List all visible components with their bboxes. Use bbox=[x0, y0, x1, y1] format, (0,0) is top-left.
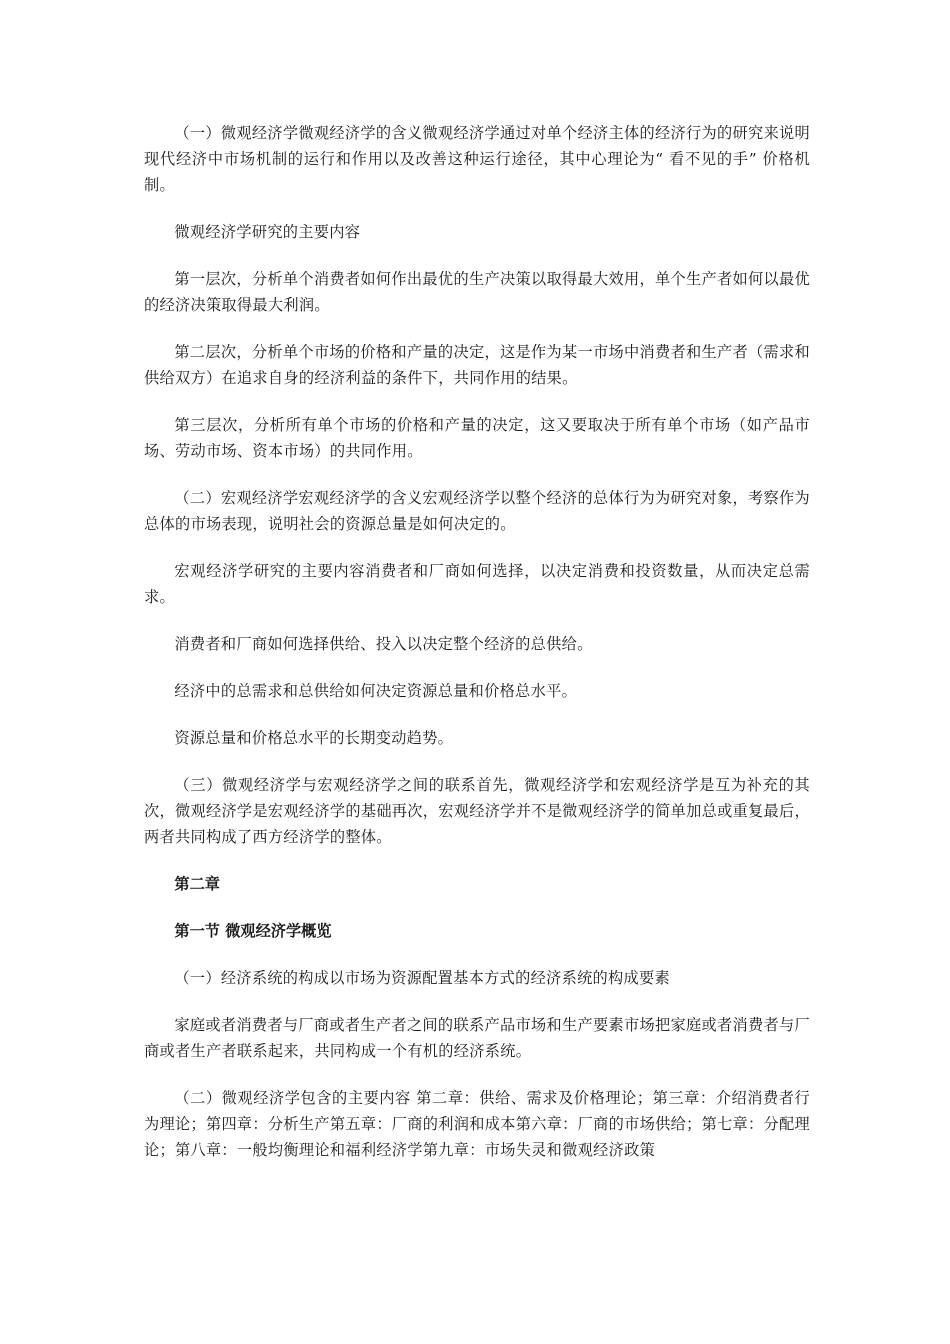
document-page bbox=[144, 120, 810, 1184]
paragraph-level-three: 第三层次，分析所有单个市场的价格和产量的决定，这又要取决于所有单个市场（如产品市场、劳动市场、资本市场）的共同作用。 bbox=[144, 416, 810, 460]
section-title: 第一节 微观经济学概览 bbox=[174, 922, 332, 940]
paragraph-aggregate-supply: 消费者和厂商如何选择供给、投入以决定整个经济的总供给。 bbox=[174, 635, 593, 653]
paragraph-macroeconomics-definition: （二）宏观经济学宏观经济学的含义宏观经济学以整个经济的总体行为为研究对象，考察作为总体的市场表现，说明社会的资源总量是如何决定的。 bbox=[144, 489, 810, 533]
paragraph-micro-macro-relation: （三）微观经济学与宏观经济学之间的联系首先，微观经济学和宏观经济学是互为补充的其次，微观经济学是宏观经济学的基础再次，宏观经济学并不是微观经济学的简单加总或重复最后，两者共同构成了西方经济学的整体。 bbox=[144, 776, 810, 846]
paragraph-micro-chapters: （二）微观经济学包含的主要内容 第二章：供给、需求及价格理论；第三章：介绍消费者行为理论；第四章：分析生产第五章：厂商的利润和成本第六章：厂商的市场供给；第七章：分配理论；第八章：一般均衡理论和福利经济学第九章：市场失灵和微观经济政策 bbox=[144, 1089, 810, 1159]
chapter-title: 第二章 bbox=[174, 875, 220, 893]
paragraph-long-term-trend: 资源总量和价格总水平的长期变动趋势。 bbox=[174, 729, 454, 747]
paragraph-macro-main-content: 宏观经济学研究的主要内容消费者和厂商如何选择，以决定消费和投资数量，从而决定总需求。 bbox=[144, 562, 810, 606]
paragraph-level-one: 第一层次，分析单个消费者如何作出最优的生产决策以取得最大效用，单个生产者如何以最优的经济决策取得最大利润。 bbox=[144, 270, 810, 314]
paragraph-economic-system: （一）经济系统的构成以市场为资源配置基本方式的经济系统的构成要素 bbox=[174, 969, 670, 987]
paragraph-level-two: 第二层次，分析单个市场的价格和产量的决定，这是作为某一市场中消费者和生产者（需求和供给双方）在追求自身的经济利益的条件下，共同作用的结果。 bbox=[144, 343, 810, 387]
paragraph-household-firm-link: 家庭或者消费者与厂商或者生产者之间的联系产品市场和生产要素市场把家庭或者消费者与厂商或者生产者联系起来，共同构成一个有机的经济系统。 bbox=[144, 1016, 810, 1060]
paragraph-demand-supply-price: 经济中的总需求和总供给如何决定资源总量和价格总水平。 bbox=[174, 682, 578, 700]
paragraph-microeconomics-definition: （一）微观经济学微观经济学的含义微观经济学通过对单个经济主体的经济行为的研究来说明现代经济中市场机制的运行和作用以及改善这种运行途径，其中心理论为“ 看不见的手” 价格机制。 bbox=[144, 124, 810, 194]
paragraph-micro-main-content: 微观经济学研究的主要内容 bbox=[174, 223, 361, 241]
